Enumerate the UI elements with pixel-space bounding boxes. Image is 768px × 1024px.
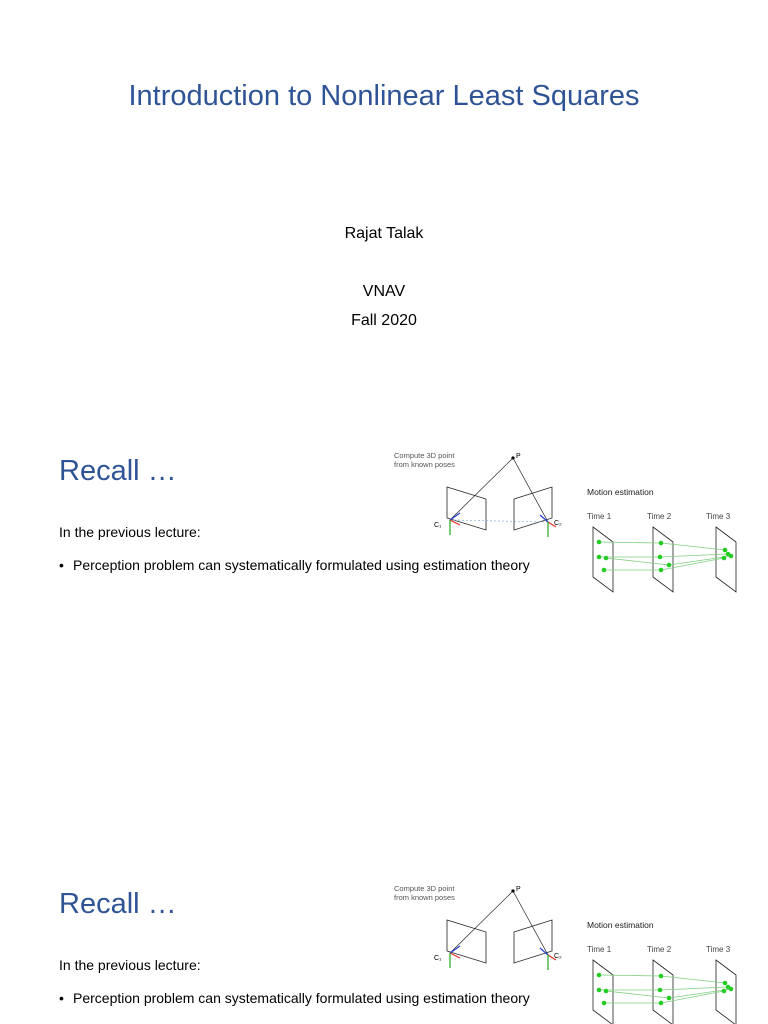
track-line <box>661 976 725 983</box>
feature-point <box>597 988 602 993</box>
motion-estimation-figure-2 <box>583 915 743 1024</box>
recall-heading-2: Recall … <box>59 888 177 920</box>
cam1-axis-z <box>450 946 460 953</box>
frame-plane-1 <box>593 960 613 1024</box>
feature-point <box>659 1001 664 1006</box>
time-label-2: Time 2 <box>647 512 672 521</box>
point-p-label: P <box>516 886 521 893</box>
track-line <box>661 543 725 550</box>
feature-point <box>659 974 664 979</box>
feature-point <box>722 989 727 994</box>
frame-plane-2 <box>653 527 673 592</box>
cam2-label: C₂ <box>554 953 562 960</box>
ray-left <box>450 891 513 953</box>
cam2-axis-z <box>540 515 548 522</box>
feature-tracks <box>599 975 731 1003</box>
intro-text: In the previous lecture: <box>59 524 201 540</box>
bullet-item-2 <box>59 990 530 1006</box>
bullet-text-2: Perception problem can systematically formulated using estimation theory <box>73 990 530 1006</box>
course-term: Fall 2020 <box>351 312 417 329</box>
feature-point <box>722 556 727 561</box>
baseline <box>450 520 548 522</box>
feature-point <box>604 556 609 561</box>
triangulation-figure <box>390 445 570 545</box>
time-label-2: Time 2 <box>647 945 672 954</box>
point-p-label: P <box>516 453 521 460</box>
course-name: VNAV <box>362 283 406 300</box>
image-plane-right <box>514 920 552 963</box>
bullet-item <box>59 557 530 573</box>
feature-point <box>729 554 734 559</box>
feature-point <box>723 548 728 553</box>
track-line <box>669 989 731 998</box>
slide-title: Introduction to Nonlinear Least Squares <box>128 80 640 112</box>
image-plane-right <box>514 487 552 530</box>
time-label-1: Time 1 <box>587 945 612 954</box>
cam2-axis-z <box>540 948 548 955</box>
feature-point <box>602 1001 607 1006</box>
track-line <box>599 975 661 976</box>
tri-caption-1: Compute 3D point <box>394 451 455 460</box>
image-plane-left <box>447 920 486 963</box>
time-label-3: Time 3 <box>706 945 731 954</box>
frame-plane-3 <box>716 527 736 592</box>
track-line <box>669 556 731 565</box>
track-line <box>660 554 728 557</box>
author-name: Rajat Talak <box>344 225 424 242</box>
frame-plane-2 <box>653 960 673 1024</box>
feature-point <box>604 989 609 994</box>
cam1-label: C₁ <box>434 955 442 962</box>
feature-point <box>658 555 663 560</box>
feature-point <box>597 973 602 978</box>
feature-point <box>667 996 672 1001</box>
triangulation-figure-2 <box>390 878 570 978</box>
recall-heading: Recall … <box>59 455 177 487</box>
time-label-3: Time 3 <box>706 512 731 521</box>
feature-point <box>659 541 664 546</box>
cam1-axis-z <box>450 513 460 520</box>
track-line <box>660 987 728 990</box>
intro-text-2: In the previous lecture: <box>59 957 201 973</box>
cam2-label: C₂ <box>554 520 562 527</box>
feature-point <box>723 981 728 986</box>
feature-point <box>658 988 663 993</box>
motion-title: Motion estimation <box>587 487 654 497</box>
tri-caption-2: from known poses <box>394 460 455 469</box>
feature-point <box>729 987 734 992</box>
tri-caption-2: from known poses <box>394 893 455 902</box>
feature-point <box>667 563 672 568</box>
cam1-label: C₁ <box>434 522 442 529</box>
feature-points <box>597 973 734 1006</box>
feature-tracks <box>599 542 731 570</box>
ray-left <box>450 458 513 520</box>
feature-point <box>597 540 602 545</box>
time-label-1: Time 1 <box>587 512 612 521</box>
image-plane-left <box>447 487 486 530</box>
frame-plane-1 <box>593 527 613 592</box>
feature-points <box>597 540 734 573</box>
motion-title: Motion estimation <box>587 920 654 930</box>
bullet-dot-2: • <box>59 990 64 1006</box>
tri-caption-1: Compute 3D point <box>394 884 455 893</box>
feature-point <box>659 568 664 573</box>
feature-point <box>597 555 602 560</box>
bullet-text: Perception problem can systematically formulated using estimation theory <box>73 557 530 573</box>
bullet-dot: • <box>59 557 64 573</box>
feature-point <box>602 568 607 573</box>
track-line <box>599 542 661 543</box>
motion-estimation-figure <box>583 482 743 597</box>
